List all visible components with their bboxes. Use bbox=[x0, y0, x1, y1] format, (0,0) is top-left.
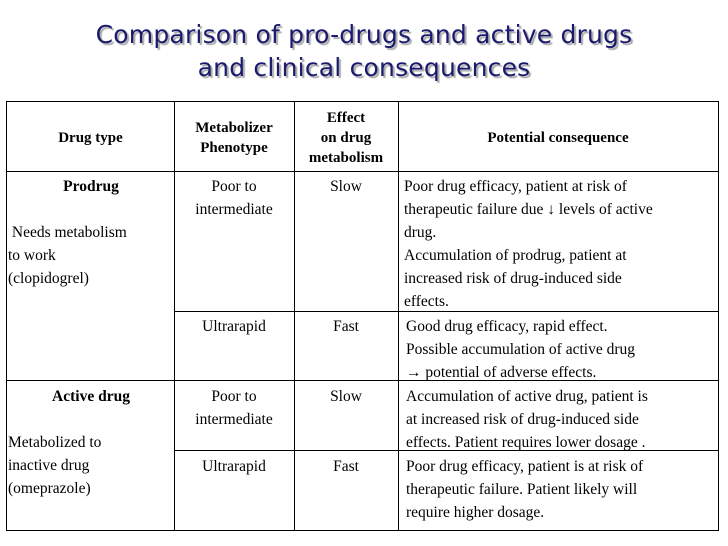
header-divider bbox=[7, 171, 718, 172]
prodrug-poor-phenotype: Poor to intermediate bbox=[195, 178, 273, 218]
active-ultrarapid-consequence: Poor drug efficacy, patient is at risk of therapeutic failure. Patient likely will require higher dosage. bbox=[406, 458, 644, 521]
prodrug-desc-3: (clopidogrel) bbox=[8, 270, 89, 287]
active-poor-phenotype: Poor to intermediate bbox=[195, 388, 273, 428]
prodrug-ultrarapid-effect: Fast bbox=[333, 318, 359, 335]
header-metabolizer: Metabolizer Phenotype bbox=[195, 120, 273, 156]
title-line-1: Comparison of pro-drugs and active drugs bbox=[95, 20, 633, 49]
active-poor-effect: Slow bbox=[330, 388, 362, 405]
title-line-2: and clinical consequences bbox=[197, 53, 531, 82]
active-name: Active drug bbox=[52, 388, 130, 405]
slide-title bbox=[0, 18, 728, 84]
active-desc-3: (omeprazole) bbox=[8, 480, 91, 497]
prodrug-ultrarapid-consequence: Good drug efficacy, rapid effect. Possible accumulation of active drug → potential of adverse effects. bbox=[406, 318, 635, 381]
active-type-cell bbox=[8, 385, 174, 500]
prodrug-ultrarapid-phenotype: Ultrarapid bbox=[202, 318, 266, 335]
col-divider-3 bbox=[398, 102, 399, 530]
active-poor-consequence: Accumulation of active drug, patient is at increased risk of drug-induced side effects. Patient requires lower dosage . bbox=[406, 388, 648, 451]
prodrug-desc-1: Needs metabolism bbox=[8, 224, 127, 241]
active-ultrarapid-phenotype: Ultrarapid bbox=[202, 458, 266, 475]
active-ultrarapid-effect: Fast bbox=[333, 458, 359, 475]
prodrug-desc-2: to work bbox=[8, 247, 56, 264]
prodrug-poor-consequence: Poor drug efficacy, patient at risk of therapeutic failure due ↓ levels of active drug. Accumulation of prodrug, patient at increased risk of drug-induced side effects. bbox=[404, 178, 653, 310]
prodrug-type-cell bbox=[8, 175, 174, 290]
active-desc-1: Metabolized to bbox=[8, 434, 102, 451]
comparison-table bbox=[6, 101, 719, 531]
prodrug-name: Prodrug bbox=[63, 178, 119, 195]
header-effect: Effect on drug metabolism bbox=[308, 110, 384, 166]
prodrug-poor-effect: Slow bbox=[330, 178, 362, 195]
active-desc-2: inactive drug bbox=[8, 457, 90, 474]
header-consequence: Potential consequence bbox=[487, 130, 629, 146]
header-drug-type: Drug type bbox=[58, 130, 123, 146]
